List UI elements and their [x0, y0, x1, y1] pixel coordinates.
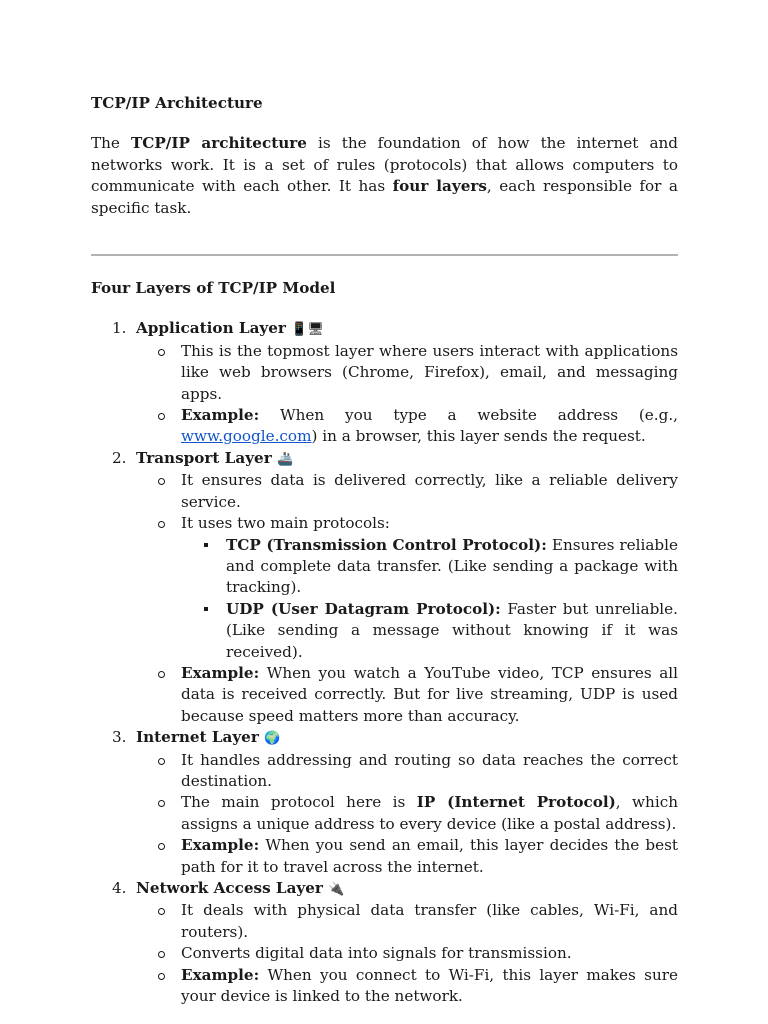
- layer-title-text: Network Access Layer: [136, 879, 323, 897]
- bullet-text: When you connect to Wi-Fi, this layer makes sure your device is linked to the network.: [181, 965, 678, 1006]
- bullet-text: It ensures data is delivered correctly, like a reliable delivery service.: [181, 471, 678, 511]
- bullet-item: [136, 341, 678, 405]
- bullet-item: [136, 470, 678, 513]
- protocol-item: [181, 535, 678, 599]
- square-bullet-icon: [204, 543, 208, 547]
- mobile-computer-icon: 📱🖥: [291, 322, 324, 338]
- layer-item: [91, 448, 678, 727]
- website-link[interactable]: www.google.com: [181, 427, 312, 446]
- circle-bullet-icon: [158, 478, 165, 485]
- layer-bullets: [136, 341, 678, 448]
- layer-item: [91, 878, 678, 1007]
- bullet-bold-label: IP (Internet Protocol): [416, 793, 616, 812]
- bullet-text: ) in a browser, this layer sends the request.: [311, 427, 646, 446]
- bullet-item: [136, 663, 678, 727]
- list-number: 2.: [112, 448, 127, 467]
- layer-bullets: [136, 900, 678, 1007]
- intro-paragraph: [91, 133, 678, 219]
- circle-bullet-icon: [158, 413, 165, 420]
- list-number: 1.: [112, 319, 127, 338]
- layer-item: [91, 727, 678, 878]
- bullet-text: It uses two main protocols:: [181, 514, 390, 533]
- bullet-bold-label: Example:: [181, 836, 260, 855]
- circle-bullet-icon: [158, 521, 165, 528]
- ship-icon: 🚢: [277, 451, 294, 467]
- bullet-item: [136, 405, 678, 448]
- bullet-text: It deals with physical data transfer (like cables, Wi-Fi, and routers).: [181, 901, 678, 941]
- plug-icon: 🔌: [328, 882, 345, 897]
- page-title: TCP/IP Architecture: [91, 94, 263, 112]
- layer-title: [136, 319, 324, 337]
- layer-title: [136, 449, 293, 467]
- list-number: 4.: [112, 879, 127, 897]
- protocol-description: Ensures reliable and complete data transfer. (Like sending a package with tracking).: [226, 535, 679, 597]
- layer-bullets: [136, 750, 678, 878]
- layer-title-text: Transport Layer: [136, 448, 272, 467]
- layer-title-text: Internet Layer: [136, 728, 259, 747]
- bullet-text: It handles addressing and routing so data reaches the correct destination.: [181, 750, 678, 790]
- bullet-text: When you send an email, this layer decides the best path for it to travel across the internet.: [181, 836, 678, 876]
- circle-bullet-icon: [158, 843, 165, 850]
- circle-bullet-icon: [158, 758, 165, 765]
- protocol-description: Faster but unreliable. (Like sending a message without knowing if it was received).: [226, 599, 678, 661]
- bullet-item: [136, 513, 678, 663]
- bullet-text: When you watch a YouTube video, TCP ensures all data is received correctly. But for live streaming, UDP is used because speed matters more than accuracy.: [181, 663, 678, 725]
- layer-title-text: Application Layer: [136, 319, 286, 338]
- bullet-text: , which assigns a unique address to every device (like a postal address).: [181, 793, 678, 833]
- circle-bullet-icon: [158, 973, 165, 980]
- bullet-item: [136, 965, 678, 1008]
- bullet-item: [136, 835, 678, 878]
- bullet-text: Converts digital data into signals for transmission.: [181, 944, 572, 963]
- intro-text: is the foundation of how the internet and networks work. It is a set of rules (protocols) that allows computers to communicate with each other. It has: [91, 134, 679, 196]
- layers-list: [91, 318, 678, 1007]
- intro-text: , each responsible for a specific task.: [91, 177, 678, 217]
- bullet-text: When you type a website address (e.g.,: [259, 406, 678, 425]
- bullet-bold-label: Example:: [181, 406, 260, 425]
- bullet-item: [136, 900, 678, 943]
- bullet-text: This is the topmost layer where users interact with applications like web browsers (Chrome, Firefox), email, and messaging apps.: [181, 341, 678, 403]
- protocol-name: TCP (Transmission Control Protocol):: [226, 535, 547, 554]
- circle-bullet-icon: [158, 800, 165, 807]
- bullet-bold-label: Example:: [181, 663, 260, 682]
- protocol-name: UDP (User Datagram Protocol):: [226, 599, 501, 618]
- intro-text: The: [91, 134, 131, 153]
- document-content: [91, 93, 678, 1007]
- protocol-item: [181, 599, 678, 663]
- globe-icon: 🌍: [264, 731, 281, 747]
- horizontal-divider: [91, 254, 678, 256]
- layer-title: [136, 728, 280, 746]
- list-number: 3.: [112, 728, 127, 747]
- circle-bullet-icon: [158, 349, 165, 356]
- bullet-text: The main protocol here is: [181, 793, 417, 812]
- circle-bullet-icon: [158, 671, 165, 678]
- circle-bullet-icon: [158, 951, 165, 958]
- circle-bullet-icon: [158, 908, 165, 915]
- layer-title: [136, 879, 344, 897]
- bullet-bold-label: Example:: [181, 965, 260, 984]
- bullet-item: [136, 750, 678, 793]
- layer-item: [91, 318, 678, 447]
- layer-bullets: [136, 470, 678, 727]
- intro-bold-text: TCP/IP architecture: [130, 134, 307, 153]
- intro-bold-text: four layers: [392, 177, 487, 196]
- bullet-item: [136, 943, 678, 964]
- square-bullet-icon: [204, 607, 208, 611]
- protocol-list: [181, 535, 678, 663]
- bullet-item: [136, 792, 678, 835]
- section-heading: Four Layers of TCP/IP Model: [91, 279, 336, 298]
